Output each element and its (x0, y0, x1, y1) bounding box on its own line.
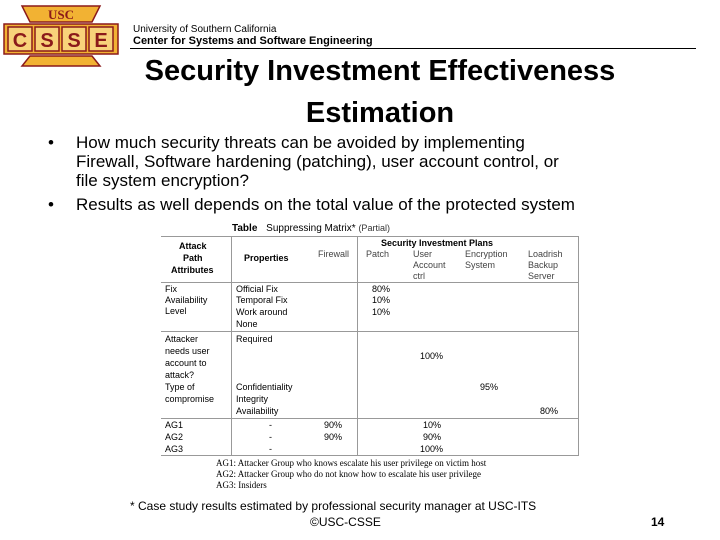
grid-line (161, 236, 579, 237)
bullet-item (48, 133, 688, 190)
attr-compromise-1: Type of (165, 382, 195, 392)
prop-confidentiality: Confidentiality (236, 382, 293, 392)
title-line-2: Estimation (305, 97, 455, 129)
value-work-around: 10% (372, 307, 391, 317)
bullet-list (48, 133, 688, 219)
grid-line (161, 418, 579, 419)
table-caption-partial: (Partial) (358, 223, 390, 233)
attr-needs-1: Attacker (165, 334, 199, 344)
header-path: Path (183, 253, 203, 263)
plan-user-account-2: Account (413, 260, 446, 270)
plan-user-account-1: User (413, 249, 433, 259)
prop-temporal-fix: Temporal Fix (236, 295, 288, 305)
prop-availability: Availability (236, 406, 279, 416)
logo-letter-e: E (94, 30, 108, 52)
plan-firewall: Firewall (318, 249, 350, 259)
plan-encryption-2: System (465, 260, 496, 270)
logo-usc-text: USC (47, 7, 75, 22)
header-attack: Attack (179, 241, 207, 251)
header-attributes: Attributes (171, 265, 214, 275)
group-ag2-name: AG2 (165, 432, 184, 442)
grid-line (161, 331, 579, 332)
bullet-dot: • (48, 195, 54, 214)
plan-user-account-3: ctrl (413, 271, 425, 281)
grid-line (231, 236, 232, 456)
group-ag2-firewall: 90% (324, 432, 343, 442)
group-ag3-prop: - (269, 444, 272, 454)
plan-backup-2: Backup (528, 260, 559, 270)
grid-line (161, 282, 579, 283)
attr-compromise-2: compromise (165, 394, 215, 404)
grid-line (357, 236, 358, 456)
legend-line: AG2: Attacker Group who do not know how to escalate his user privilege (216, 469, 481, 479)
group-ag2-prop: - (269, 432, 272, 442)
group-ag1-name: AG1 (165, 420, 184, 430)
attr-needs-2: needs user (165, 346, 210, 356)
attr-needs-3: account to (165, 358, 207, 368)
footnote: * Case study results estimated by professional security manager at USC-ITS (130, 499, 537, 513)
group-ag1-firewall: 90% (324, 420, 343, 430)
attr-fix-3: Level (165, 306, 187, 316)
bullet-line: How much security threats can be avoided by implementing (76, 133, 525, 152)
header-plans: Security Investment Plans (381, 238, 494, 248)
table-caption-word: Table (232, 223, 258, 234)
bullet-item (48, 195, 688, 214)
bullet-dot: • (48, 133, 54, 152)
grid-line (578, 236, 579, 456)
header-properties: Properties (244, 253, 289, 263)
logo-letter-c: C (12, 30, 28, 52)
bullet-line: file system encryption? (76, 171, 249, 190)
plan-patch: Patch (366, 249, 390, 259)
attr-needs-4: attack? (165, 370, 195, 380)
prop-work-around: Work around (236, 307, 288, 317)
attr-fix-2: Availability (165, 295, 208, 305)
logo-letter-s1: S (40, 30, 54, 52)
group-ag3-patch: 100% (420, 444, 444, 454)
prop-integrity: Integrity (236, 394, 269, 404)
grid-line (161, 455, 579, 456)
page-number: 14 (651, 515, 665, 529)
attacker-group-legend (216, 458, 486, 491)
prop-official-fix: Official Fix (236, 284, 278, 294)
table-caption-name: Suppressing Matrix* (266, 223, 356, 234)
plan-backup-1: Loadrish (528, 249, 563, 259)
header-divider (130, 48, 696, 49)
value-temporal-fix: 10% (372, 295, 391, 305)
table-caption (232, 223, 390, 234)
center-name: Center for Systems and Software Engineering (133, 35, 373, 47)
plan-encryption-1: Encryption (465, 249, 508, 259)
value-compromise-1: 95% (480, 382, 499, 392)
group-ag1-patch: 10% (423, 420, 442, 430)
copyright: ©USC-CSSE (310, 515, 381, 529)
group-ag2-patch: 90% (423, 432, 442, 442)
logo-letter-s2: S (67, 30, 81, 52)
title-line-1: Security Investment Effectiveness (144, 55, 616, 87)
value-compromise-2: 80% (540, 406, 559, 416)
university-name: University of Southern California (133, 24, 277, 35)
suppressing-matrix (161, 236, 579, 456)
prop-required: Required (236, 334, 273, 344)
legend-line: AG3: Insiders (216, 480, 267, 490)
group-ag1-prop: - (269, 420, 272, 430)
group-ag3-name: AG3 (165, 444, 184, 454)
bullet-line: Results as well depends on the total value of the protected system (76, 195, 575, 214)
value-official-fix: 80% (372, 284, 391, 294)
slide-title (60, 50, 700, 134)
attr-fix-1: Fix (165, 284, 177, 294)
legend-line: AG1: Attacker Group who knows escalate his user privilege on victim host (216, 458, 487, 468)
prop-none: None (236, 319, 258, 329)
plan-backup-3: Server (528, 271, 555, 281)
bullet-line: Firewall, Software hardening (patching), user account control, or (76, 152, 559, 171)
value-required: 100% (420, 351, 444, 361)
